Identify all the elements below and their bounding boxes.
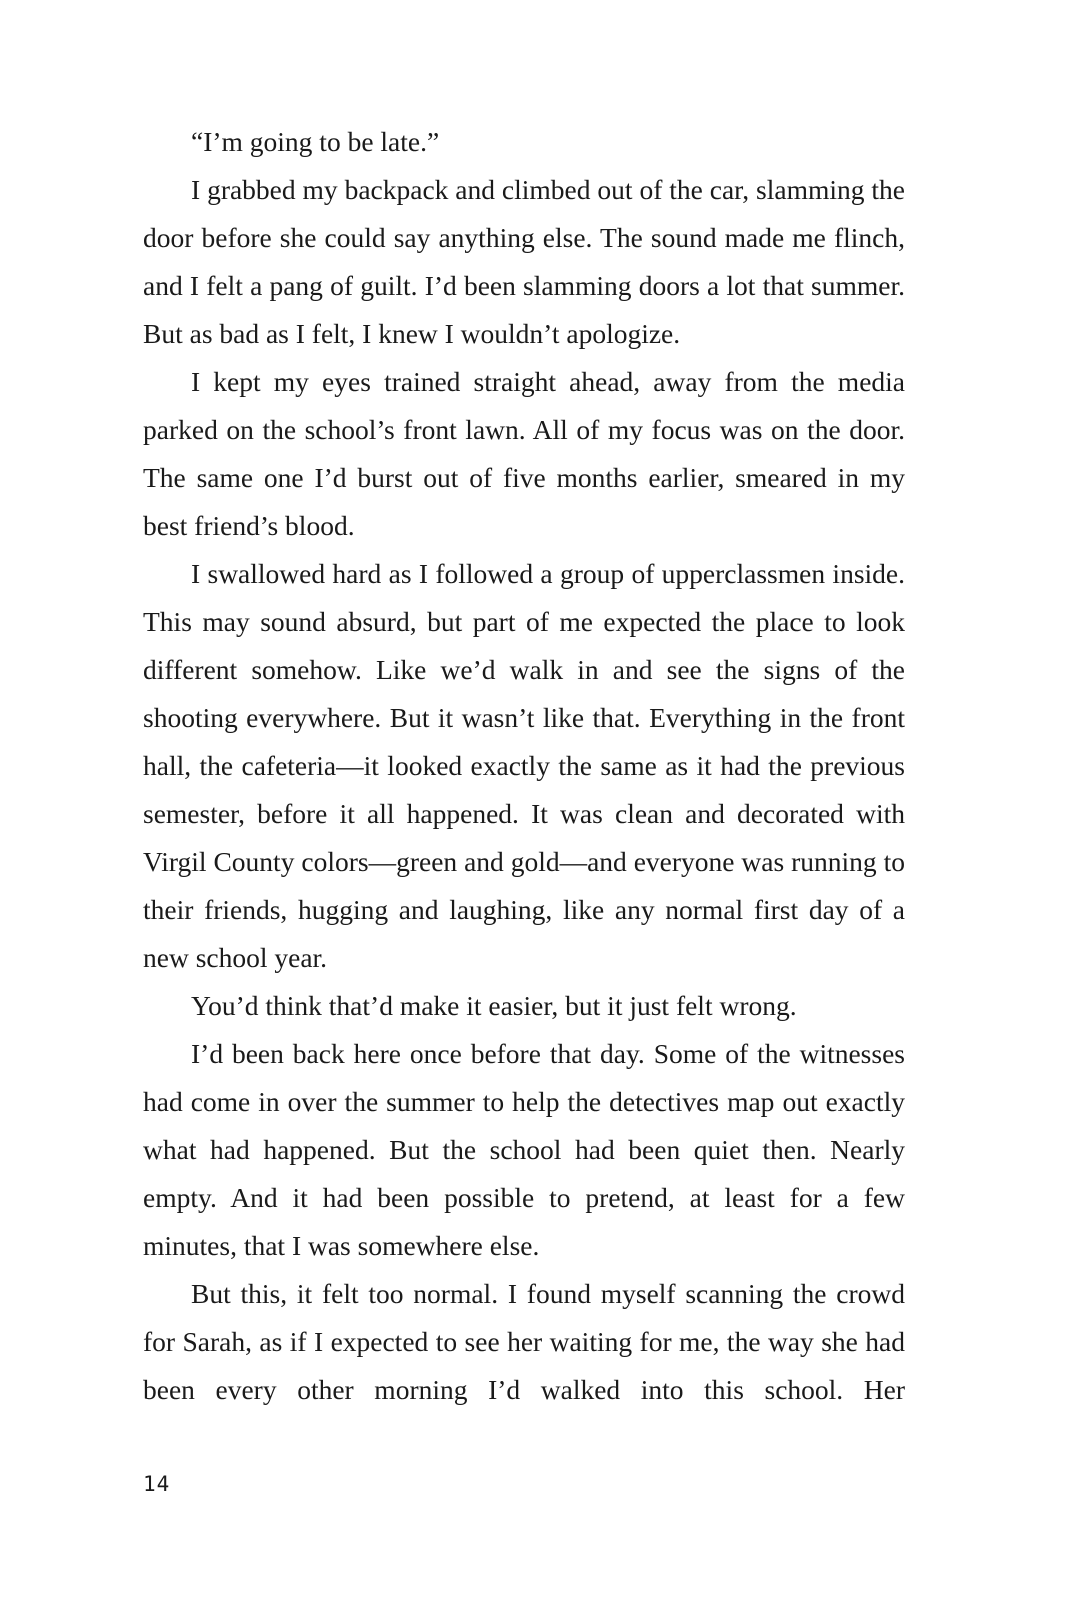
paragraph: “I’m going to be late.” bbox=[191, 126, 440, 157]
paragraph: I’d been back here once before that day. Some of the witnesses had come in over the summer to help the detectives map out exactly what had happened. But the school had been quiet then. Nearly empty. And it had been possible to pretend, at least for a few minutes, that I was somewhere else. bbox=[143, 1038, 905, 1261]
paragraph: But this, it felt too normal. I found myself scanning the crowd for Sarah, as if I expected to see her waiting for me, the way she had been every other morning I’d walked into this school. Her bbox=[143, 1278, 905, 1405]
paragraph: You’d think that’d make it easier, but it just felt wrong. bbox=[191, 990, 797, 1021]
body-text bbox=[143, 118, 905, 1414]
page-number: 14 bbox=[143, 1472, 171, 1496]
paragraph: I swallowed hard as I followed a group of upperclassmen inside. This may sound absurd, but part of me expected the place to look different somehow. Like we’d walk in and see the signs of the shooting everywhere. But it wasn’t like that. Everything in the front hall, the cafeteria—it looked exactly the same as it had the previous semester, before it all happened. It was clean and decorated with Virgil County colors—green and gold—and everyone was running to their friends, hugging and laughing, like any normal first day of a new school year. bbox=[143, 558, 905, 973]
paragraph: I kept my eyes trained straight ahead, away from the media parked on the school’s front lawn. All of my focus was on the door. The same one I’d burst out of five months earlier, smeared in my best friend’s blood. bbox=[143, 366, 905, 541]
paragraph: I grabbed my backpack and climbed out of the car, slamming the door before she could say anything else. The sound made me flinch, and I felt a pang of guilt. I’d been slamming doors a lot that summer. But as bad as I felt, I knew I wouldn’t apologize. bbox=[143, 174, 905, 349]
